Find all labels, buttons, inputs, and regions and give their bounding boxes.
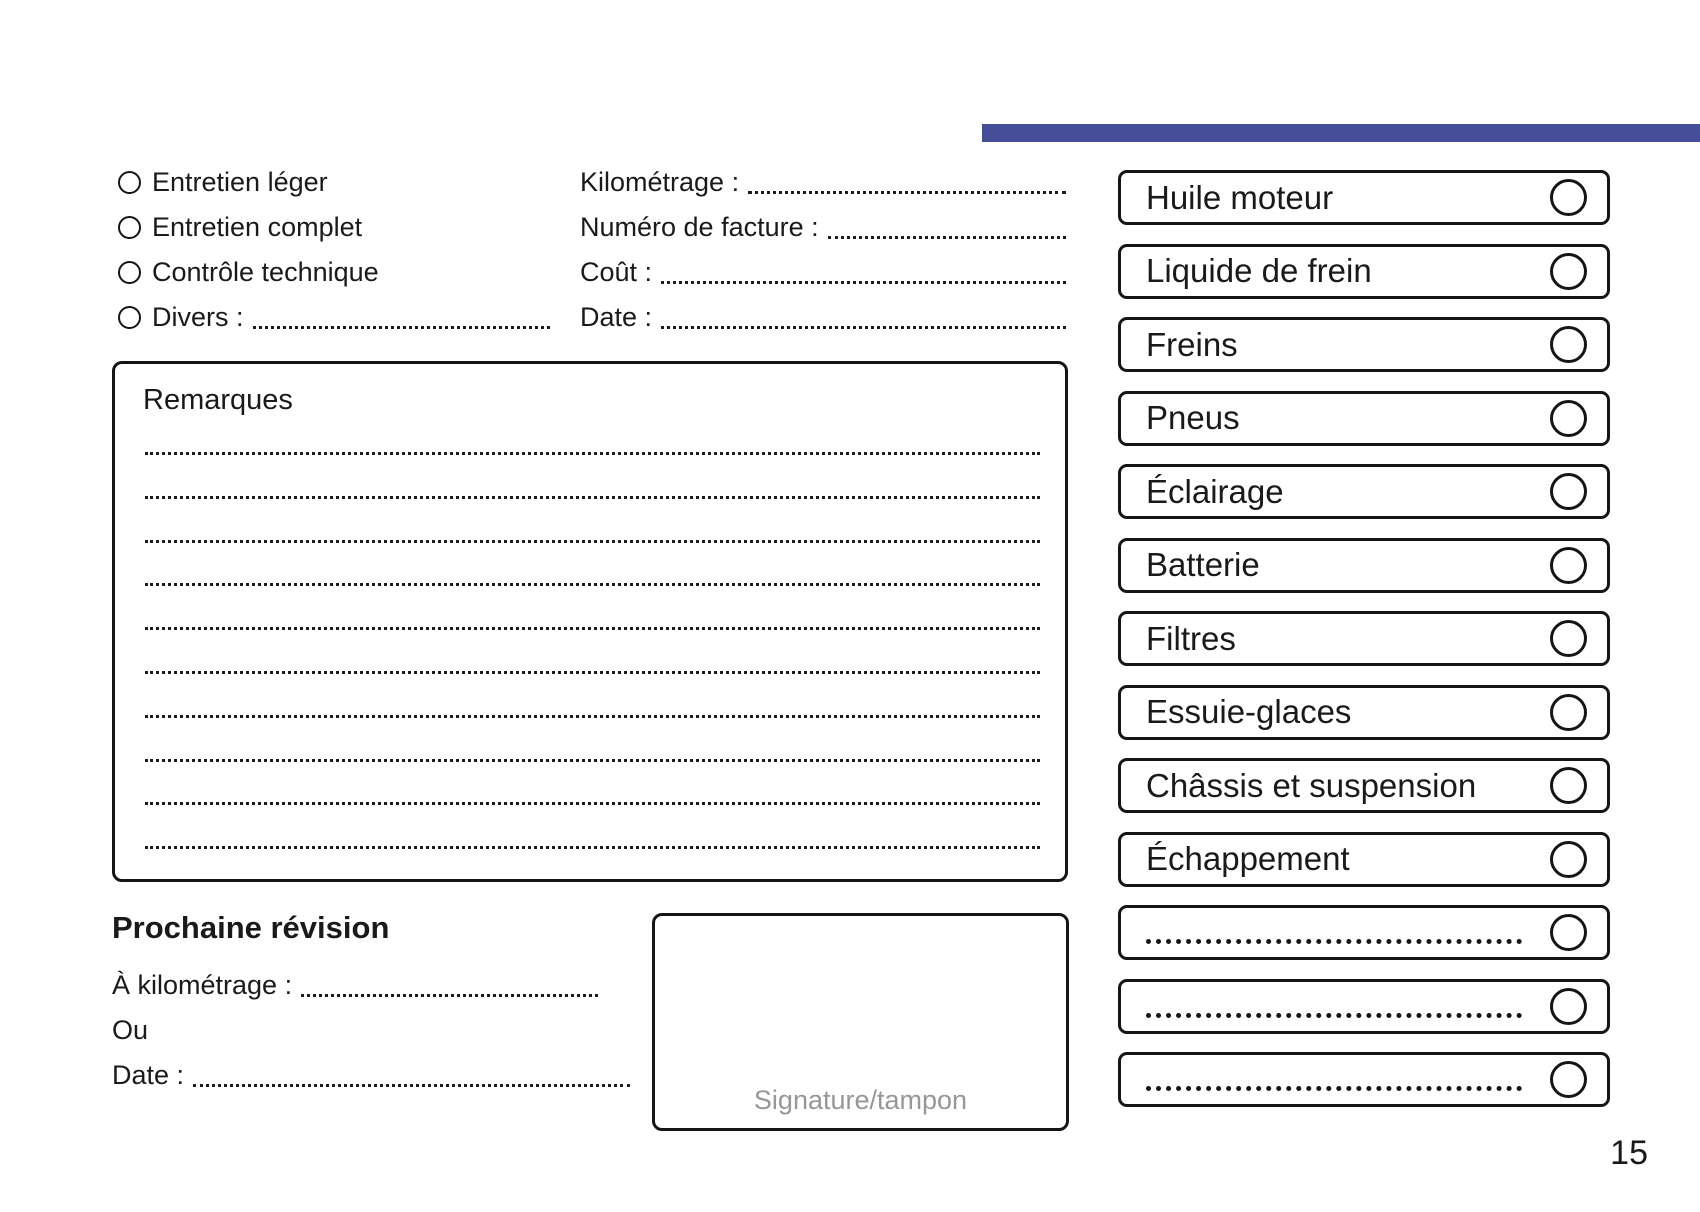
invoice-field-row [580,295,1066,340]
checklist-item [1118,832,1610,887]
mileage-fill-line[interactable] [748,191,1066,194]
checklist-item-label: Huile moteur [1146,178,1334,216]
next-service-mileage-row [112,963,598,1008]
service-option-row [118,295,550,340]
signature-label: Signature/tampon [753,1085,968,1115]
check-circle-icon[interactable] [1550,694,1587,731]
accent-bar [982,124,1700,142]
service-option-row [118,250,550,295]
checklist-item-label: Liquide de frein [1146,252,1372,289]
next-service-or-label: Ou [112,1015,149,1045]
blank-fill-line[interactable] [1146,1013,1522,1018]
divers-fill-line[interactable] [253,326,550,329]
service-option-label: Entretien léger [152,167,328,197]
remark-line[interactable] [145,583,1040,586]
checklist-item [1118,170,1610,225]
radio-circle-icon[interactable] [118,306,141,329]
remark-line[interactable] [145,496,1040,499]
check-circle-icon[interactable] [1550,841,1587,878]
service-option-row [118,160,550,205]
checklist-item-label: Filtres [1146,619,1236,657]
date-fill-line[interactable] [661,326,1066,329]
checklist-item-blank [1118,979,1610,1034]
check-circle-icon[interactable] [1550,326,1587,363]
service-option-label: Divers : [152,302,244,332]
checklist-item [1118,244,1610,299]
remark-line[interactable] [145,759,1040,762]
invoice-field-row [580,250,1066,295]
page-number: 15 [1610,1134,1648,1172]
radio-circle-icon[interactable] [118,171,141,194]
check-circle-icon[interactable] [1550,400,1587,437]
radio-circle-icon[interactable] [118,216,141,239]
check-circle-icon[interactable] [1550,988,1587,1025]
checklist-item-label: Échappement [1146,840,1350,877]
radio-circle-icon[interactable] [118,261,141,284]
signature-area[interactable] [652,913,1069,1131]
next-service-date-label: Date : [112,1060,185,1090]
next-service-title: Prochaine révision [112,910,390,945]
next-service-mileage-label: À kilométrage : [112,970,293,1000]
blank-fill-line[interactable] [1146,939,1522,944]
checklist-item [1118,758,1610,813]
remark-line[interactable] [145,846,1040,849]
remark-line[interactable] [145,540,1040,543]
blank-fill-line[interactable] [1146,1086,1522,1091]
check-circle-icon[interactable] [1550,473,1587,510]
checklist [1118,170,1610,1107]
next-service-or-row [112,1008,312,1053]
check-circle-icon[interactable] [1550,620,1587,657]
service-options [118,160,550,340]
remark-line[interactable] [145,802,1040,805]
checklist-item [1118,685,1610,740]
cost-fill-line[interactable] [661,281,1066,284]
check-circle-icon[interactable] [1550,253,1587,290]
check-circle-icon[interactable] [1550,179,1587,216]
invoice-number-fill-line[interactable] [828,236,1066,239]
invoice-fields [580,160,1066,340]
invoice-field-label: Coût : [580,257,653,287]
checklist-item [1118,538,1610,593]
remark-line[interactable] [145,715,1040,718]
service-option-label: Contrôle technique [152,257,379,287]
check-circle-icon[interactable] [1550,547,1587,584]
checklist-item-blank [1118,905,1610,960]
invoice-field-label: Date : [580,302,653,332]
service-option-label: Entretien complet [152,212,363,242]
check-circle-icon[interactable] [1550,1061,1587,1098]
checklist-item-label: Batterie [1146,546,1260,583]
next-mileage-fill-line[interactable] [301,994,598,997]
checklist-item-label: Châssis et suspension [1146,766,1477,804]
service-option-row [118,205,550,250]
check-circle-icon[interactable] [1550,914,1587,951]
remark-line[interactable] [145,627,1040,630]
checklist-item [1118,611,1610,666]
checklist-item [1118,391,1610,446]
remarks-title: Remarques [143,384,293,416]
invoice-field-label: Numéro de facture : [580,212,819,242]
remarks-box [112,361,1068,882]
invoice-field-row [580,205,1066,250]
checklist-item [1118,464,1610,519]
check-circle-icon[interactable] [1550,767,1587,804]
invoice-field-row [580,160,1066,205]
remark-line[interactable] [145,452,1040,455]
checklist-item-label: Essuie-glaces [1146,693,1352,730]
invoice-field-label: Kilométrage : [580,167,740,197]
checklist-item-label: Pneus [1146,399,1240,436]
remark-line[interactable] [145,671,1040,674]
checklist-item-blank [1118,1052,1610,1107]
next-date-fill-line[interactable] [193,1084,630,1087]
checklist-item-label: Éclairage [1146,472,1284,510]
next-service-date-row [112,1053,630,1098]
checklist-item-label: Freins [1146,325,1238,363]
checklist-item [1118,317,1610,372]
